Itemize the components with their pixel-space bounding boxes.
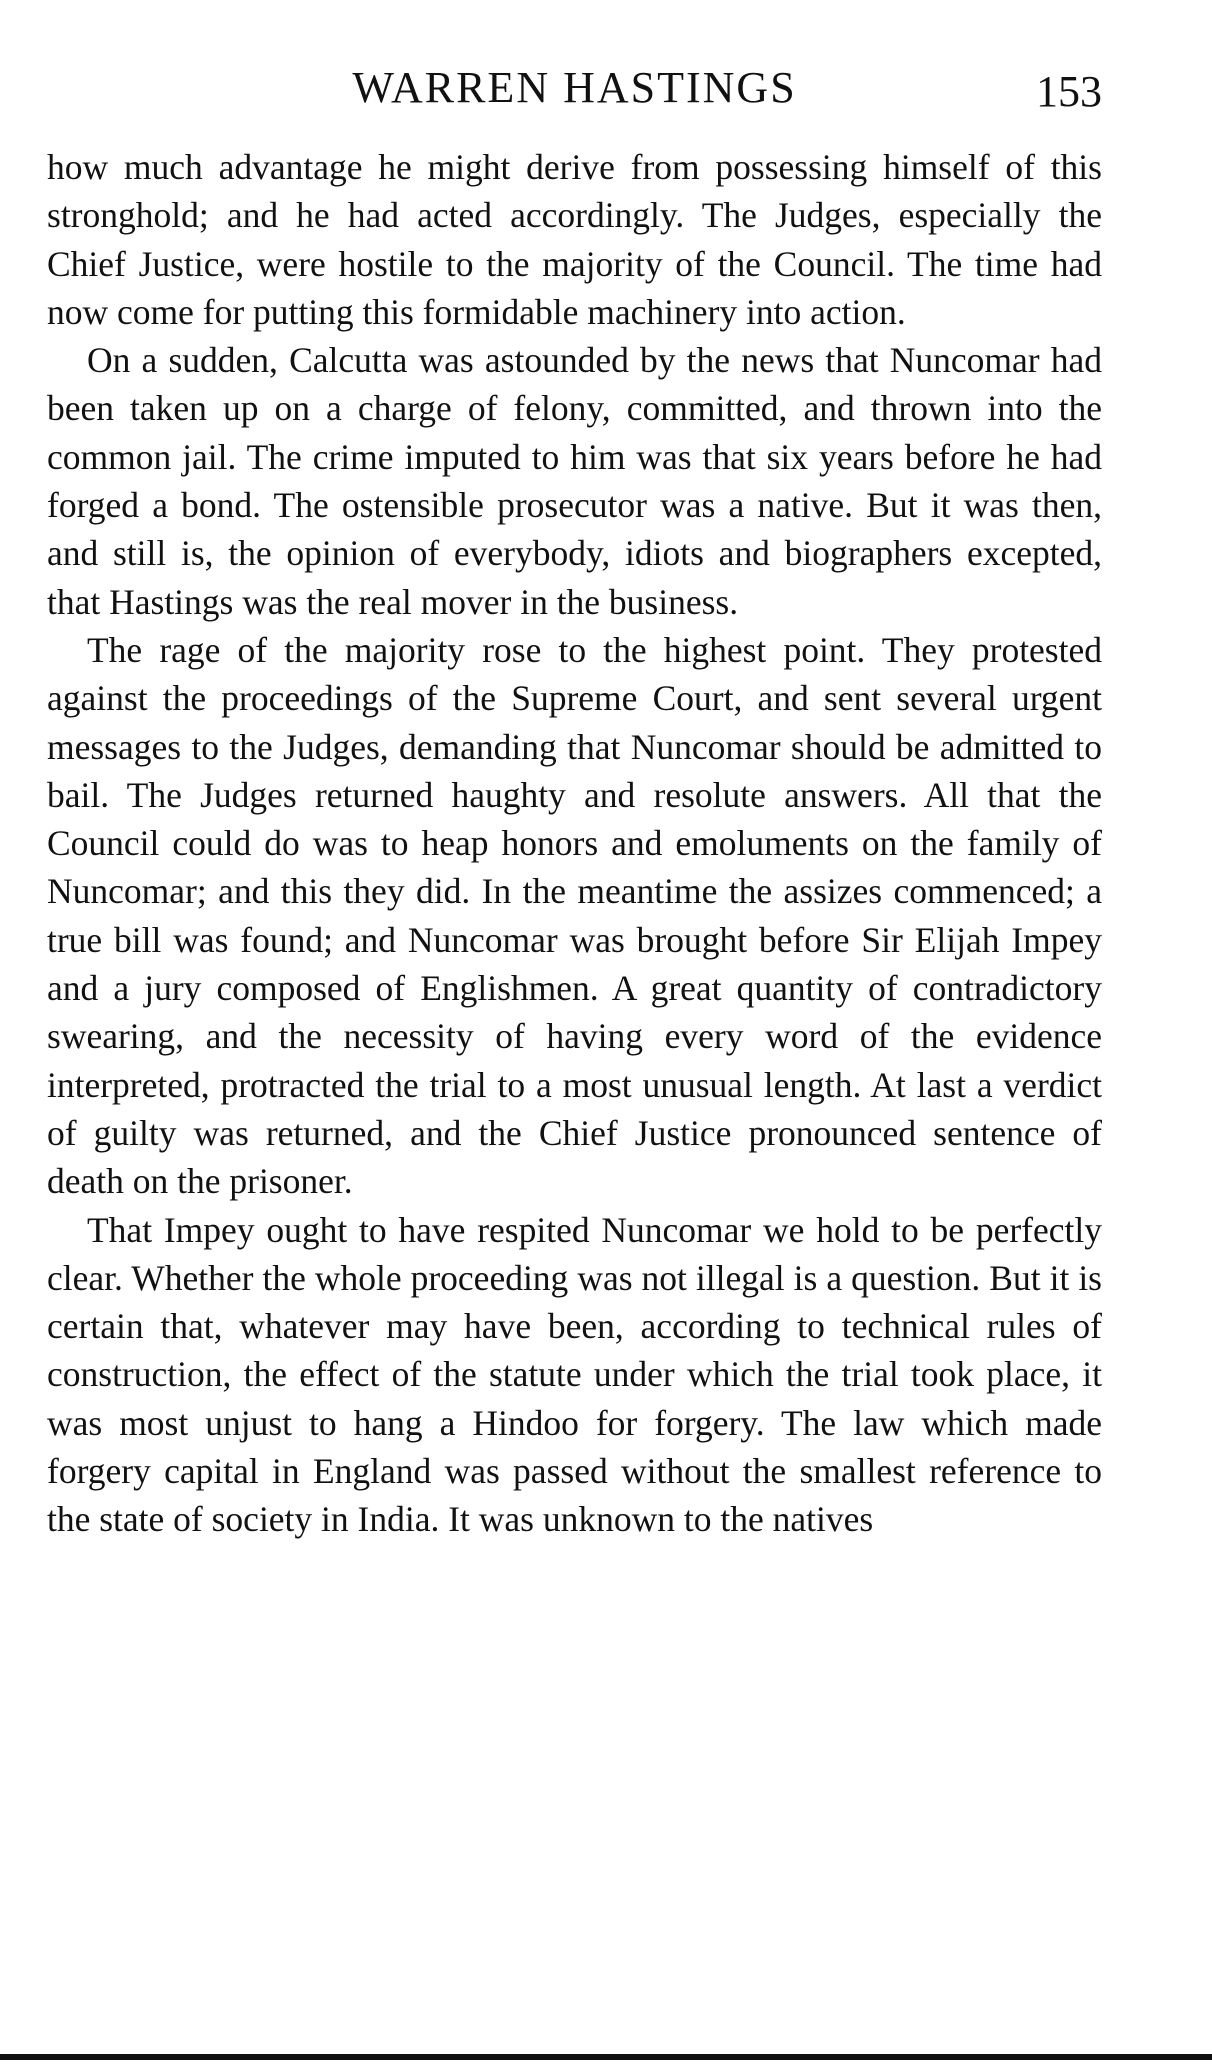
running-head — [47, 58, 1102, 118]
body-text — [47, 143, 1102, 1544]
paragraph-trial: The rage of the majority rose to the highest point. They protested against the proceedings of the Supreme Court, and sent several urgent messages to the Judges, demanding that Nuncomar should be admitted to bail. The Judges returned haughty and resolute answers. All that the Council could do was to heap honors and emoluments on the family of Nuncomar; and this they did. In the meantime the assizes commenced; a true bill was found; and Nuncomar was brought before Sir Elijah Impey and a jury composed of Englishmen. A great quantity of contradictory swearing, and the necessity of having every word of the evidence interpreted, protracted the trial to a most unusual length. At last a verdict of guilty was returned, and the Chief Justice pronounced sentence of death on the prisoner. — [47, 629, 1102, 1202]
running-title: WARREN HASTINGS — [352, 63, 797, 112]
paragraph-impey-judgment: That Impey ought to have respited Nuncomar we hold to be perfectly clear. Whether the whole proceeding was not illegal is a question. But it is certain that, whatever may have been, according to technical rules of construction, the effect of the statute under which the trial took place, it was most unjust to hang a Hindoo for forgery. The law which made forgery capital in England was passed without the smallest reference to the state of society in India. It was unknown to the natives — [47, 1209, 1102, 1540]
bottom-rule — [0, 2054, 1212, 2060]
paragraph-continuation: how much advantage he might derive from possessing himself of this stronghold; and he had acted accordingly. The Judges, especially the Chief Justice, were hostile to the majority of the Council. The time had now come for putting this formidable machinery into action. — [47, 147, 1102, 332]
page-number: 153 — [1036, 67, 1102, 116]
paragraph-nuncomar-arrest: On a sudden, Calcutta was astounded by the news that Nuncomar had been taken up on a charge of felony, committed, and thrown into the common jail. The crime imputed to him was that six years before he had forged a bond. The ostensible prosecutor was a native. But it was then, and still is, the opinion of everybody, idiots and biographers excepted, that Hastings was the real mover in the business. — [47, 340, 1102, 622]
